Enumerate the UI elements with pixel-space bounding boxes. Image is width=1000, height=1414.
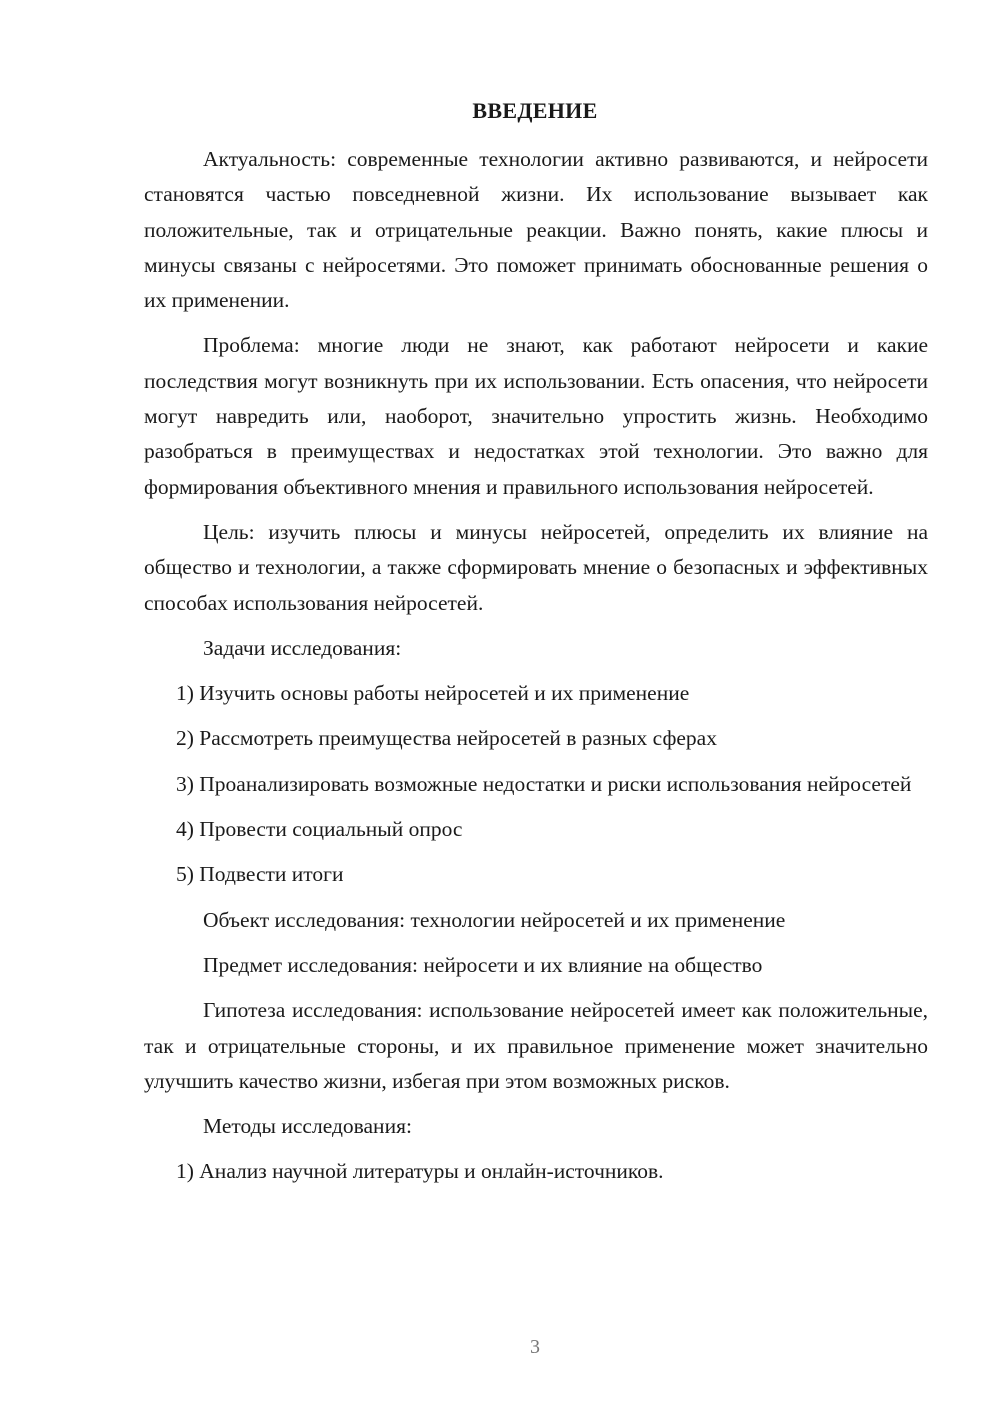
task-item-1: 1) Изучить основы работы нейросетей и их применение bbox=[176, 681, 690, 706]
task-item-2: 2) Рассмотреть преимущества нейросетей в разных сферах bbox=[176, 726, 717, 751]
tasks-heading: Задачи исследования: bbox=[203, 635, 402, 660]
task-item-5: 5) Подвести итоги bbox=[176, 862, 344, 887]
method-item-1: 1) Анализ научной литературы и онлайн-источников. bbox=[176, 1159, 664, 1184]
hypothesis-paragraph: Гипотеза исследования: использование нейросетей имеет как положительные, так и отрицательные стороны, и их правильное применение может значительно улучшить качество жизни, избегая при этом возможных рисков. bbox=[144, 998, 928, 1093]
research-subject: Предмет исследования: нейросети и их влияние на общество bbox=[203, 952, 763, 977]
task-item-4: 4) Провести социальный опрос bbox=[176, 817, 463, 842]
task-item-3: 3) Проанализировать возможные недостатки и риски использования нейросетей bbox=[176, 771, 912, 796]
research-object: Объект исследования: технологии нейросетей и их применение bbox=[203, 907, 786, 932]
methods-heading: Методы исследования: bbox=[203, 1114, 412, 1139]
page-title: ВВЕДЕНИЕ bbox=[472, 98, 598, 123]
problem-paragraph: Проблема: многие люди не знают, как работают нейросети и какие последствия могут возникнуть при их использовании. Есть опасения, что нейросети могут навредить или, наоборот, значительно упростить жизнь. Необходимо разобраться в преимуществах и недостатках этой технологии. Это важно для формирования объективного мнения и правильного использования нейросетей. bbox=[144, 333, 928, 499]
document-body bbox=[144, 142, 928, 1200]
page-number: 3 bbox=[530, 1336, 540, 1358]
relevance-paragraph: Актуальность: современные технологии активно развиваются, и нейросети становятся частью повседневной жизни. Их использование вызывает как положительные, так и отрицательные реакции. Важно понять, какие плюсы и минусы связаны с нейросетями. Это поможет принимать обоснованные решения о их применении. bbox=[144, 147, 928, 313]
goal-paragraph: Цель: изучить плюсы и минусы нейросетей, определить их влияние на общество и технологии, а также сформировать мнение о безопасных и эффективных способах использования нейросетей. bbox=[144, 519, 928, 615]
